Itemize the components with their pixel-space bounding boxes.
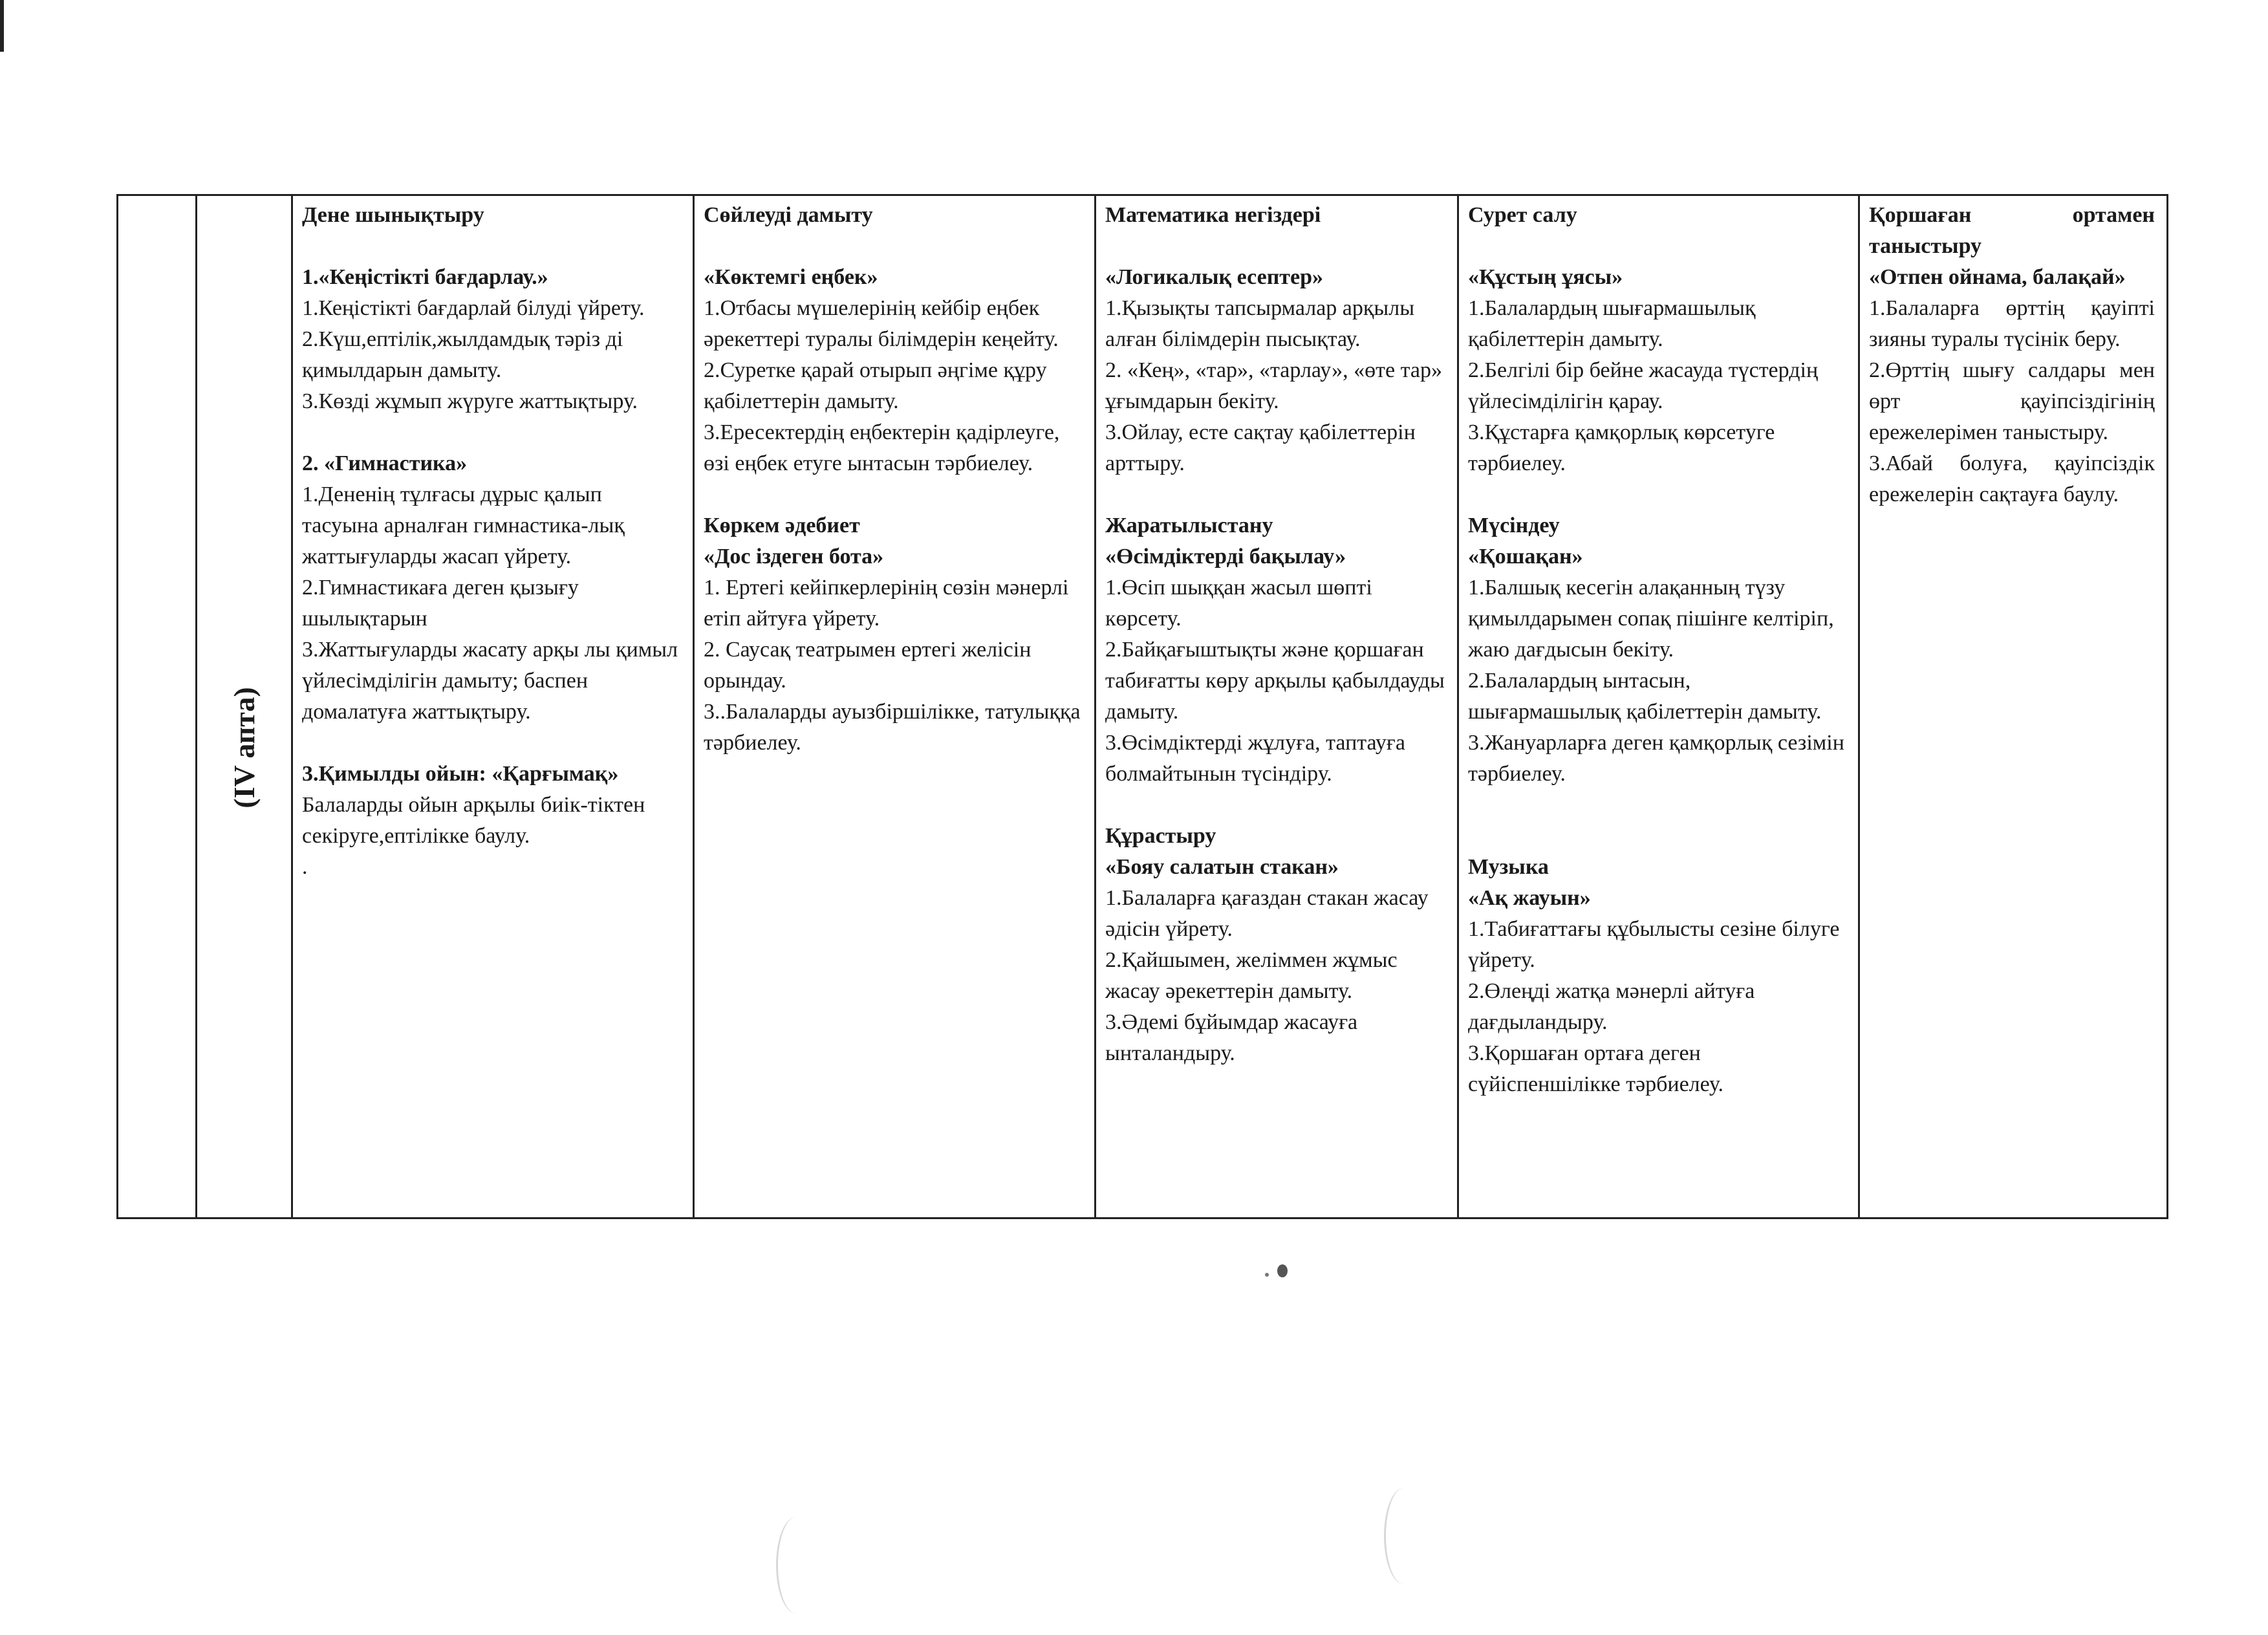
column-speech-development (694, 195, 1096, 1218)
list-item: 1. Ертегі кейіпкерлерінің сөзін мәнерлі етіп айтуға үйрету. (704, 576, 1069, 631)
list-item: 2.Күш,ептілік,жылдамдық тәріз ді қимылдарын дамыту. (302, 327, 623, 382)
subject-title: Дене шынықтыру (302, 203, 484, 227)
topic-title: «Көктемгі еңбек» (704, 265, 878, 289)
topic-title: «Өсімдіктерді бақылау» (1105, 545, 1346, 568)
list-item: 3.Құстарға қамқорлық көрсетуге тәрбиелеу. (1468, 420, 1775, 475)
subject-title: Көркем әдебиет (704, 514, 860, 537)
scan-speck (1265, 1273, 1269, 1277)
list-item: Балаларды ойын арқылы биік-тіктен секіруге,ептілікке баулу. (302, 793, 645, 848)
topic-title: 2. «Гимнастика» (302, 451, 468, 475)
subject-title: Сурет салу (1468, 203, 1577, 227)
scan-arc (776, 1517, 817, 1614)
list-item: 1.Кеңістікті бағдарлай білуді үйрету. (302, 296, 645, 320)
list-item: 3.Өсімдіктерді жұлуға, таптауға болмайтынын түсіндіру. (1105, 731, 1405, 786)
list-item: 1.Отбасы мүшелерінің кейбір еңбек әрекеттері туралы білімдерін кеңейту. (704, 296, 1059, 351)
list-item: 2.Белгілі бір бейне жасауда түстердің үйлесімділігін қарау. (1468, 358, 1819, 413)
topic-title: «Ақ жауын» (1468, 886, 1591, 910)
list-item: 1.Балалардың шығармашылық қабілеттерін дамыту. (1468, 296, 1756, 351)
list-item: 2.Суретке қарай отырып әңгіме құру қабілеттерін дамыту. (704, 358, 1047, 413)
empty-cell (118, 195, 197, 1218)
column-physical-education (292, 195, 694, 1218)
list-item: 3..Балаларды ауызбіршілікке, татулыққа тәрбиелеу. (704, 700, 1081, 755)
topic-title: «Отпен ойнама, балақай» (1869, 265, 2126, 289)
list-item: 1.Өсіп шыққан жасыл шөпті көрсету. (1105, 576, 1372, 631)
subject-title: Жаратылыстану (1105, 514, 1273, 537)
list-item: 1.Балшық кесегін алақанның түзу қимылдарымен сопақ пішінге келтіріп, жаю дағдысын бекіту. (1468, 576, 1834, 662)
list-item: 2. Саусақ театрымен ертегі желісін орындау. (704, 638, 1031, 693)
list-item: 3.Әдемі бұйымдар жасауға ынталандыру. (1105, 1010, 1358, 1065)
subject-title: Сөйлеуді дамыту (704, 203, 873, 227)
list-item: 2.Өрттің шығу салдары мен өрт қауіпсіздігінің ережелерімен таныстыру. (1869, 358, 2155, 444)
list-item: 1.Қызықты тапсырмалар арқылы алған білімдерін пысықтау. (1105, 296, 1415, 351)
list-item: 2.Гимнастикаға деген қызығу шылықтарын (302, 576, 579, 631)
list-item: 3.Көзді жұмып жүруге жаттықтыру. (302, 389, 638, 413)
list-item: 2. «Кең», «тар», «тарлау», «өте тар» ұғымдарын бекіту. (1105, 358, 1442, 413)
list-item: 3.Жаттығуларды жасату арқы лы қимыл үйлесімділігін дамыту; баспен домалатуға жаттықтыру. (302, 638, 678, 724)
subject-title: Қоршаған ортамен таныстыру (1869, 203, 2155, 258)
scan-edge-mark (0, 0, 4, 52)
topic-title: «Қошақан» (1468, 545, 1583, 568)
week-label: (IV апта) (227, 686, 261, 808)
list-item: 3.Ойлау, есте сақтау қабілеттерін арттыру. (1105, 420, 1416, 475)
topic-title: 3.Қимылды ойын: «Қарғымақ» (302, 762, 619, 786)
subject-title: Құрастыру (1105, 824, 1216, 848)
topic-title: «Бояу салатын стакан» (1105, 855, 1339, 879)
list-item: 1.Балаларға өрттің қауіпті зияны туралы түсінік беру. (1869, 296, 2155, 351)
topic-title: 1.«Кеңістікті бағдарлау.» (302, 265, 548, 289)
column-drawing (1458, 195, 1859, 1218)
list-item: 2.Қайшымен, желіммен жұмыс жасау әрекеттерін дамыту. (1105, 948, 1398, 1003)
list-item: 3.Абай болуға, қауіпсіздік ережелерін сақтауға баулу. (1869, 451, 2155, 506)
topic-title: «Құстың ұясы» (1468, 265, 1623, 289)
list-item: . (302, 855, 308, 879)
list-item: 2.Балалардың ынтасын, шығармашылық қабілеттерін дамыту. (1468, 669, 1822, 724)
scan-speck (1277, 1264, 1288, 1277)
list-item: 1.Дененің тұлғасы дұрыс қалып тасуына арналған гимнастика-лық жаттығуларды жасап үйрету. (302, 482, 625, 568)
list-item: 3.Ересектердің еңбектерін қадірлеуге, өзі еңбек етуге ынтасын тәрбиелеу. (704, 420, 1060, 475)
lesson-plan-table (116, 194, 2168, 1219)
list-item: 3.Жануарларға деген қамқорлық сезімін тәрбиелеу. (1468, 731, 1844, 786)
subject-title: Математика негіздері (1105, 203, 1321, 227)
table-row (118, 195, 2168, 1218)
topic-title: «Логикалық есептер» (1105, 265, 1323, 289)
subject-title: Мүсіндеу (1468, 514, 1560, 537)
list-item: 1.Табиғаттағы құбылысты сезіне білуге үйрету. (1468, 917, 1840, 972)
column-environment (1859, 195, 2168, 1218)
subject-title: Музыка (1468, 855, 1549, 879)
list-item: 2.Өлеңді жатқа мәнерлі айтуға дағдыландыру. (1468, 979, 1755, 1034)
list-item: 1.Балаларға қағаздан стакан жасау әдісін үйрету. (1105, 886, 1429, 941)
week-cell (197, 195, 292, 1218)
list-item: 2.Байқағыштықты және қоршаған табиғатты көру арқылы қабылдауды дамыту. (1105, 638, 1445, 724)
column-mathematics (1096, 195, 1458, 1218)
list-item: 3.Қоршаған ортаға деген сүйіспеншілікке тәрбиелеу. (1468, 1041, 1723, 1096)
topic-title: «Дос іздеген бота» (704, 545, 884, 568)
scan-arc (1384, 1488, 1425, 1585)
